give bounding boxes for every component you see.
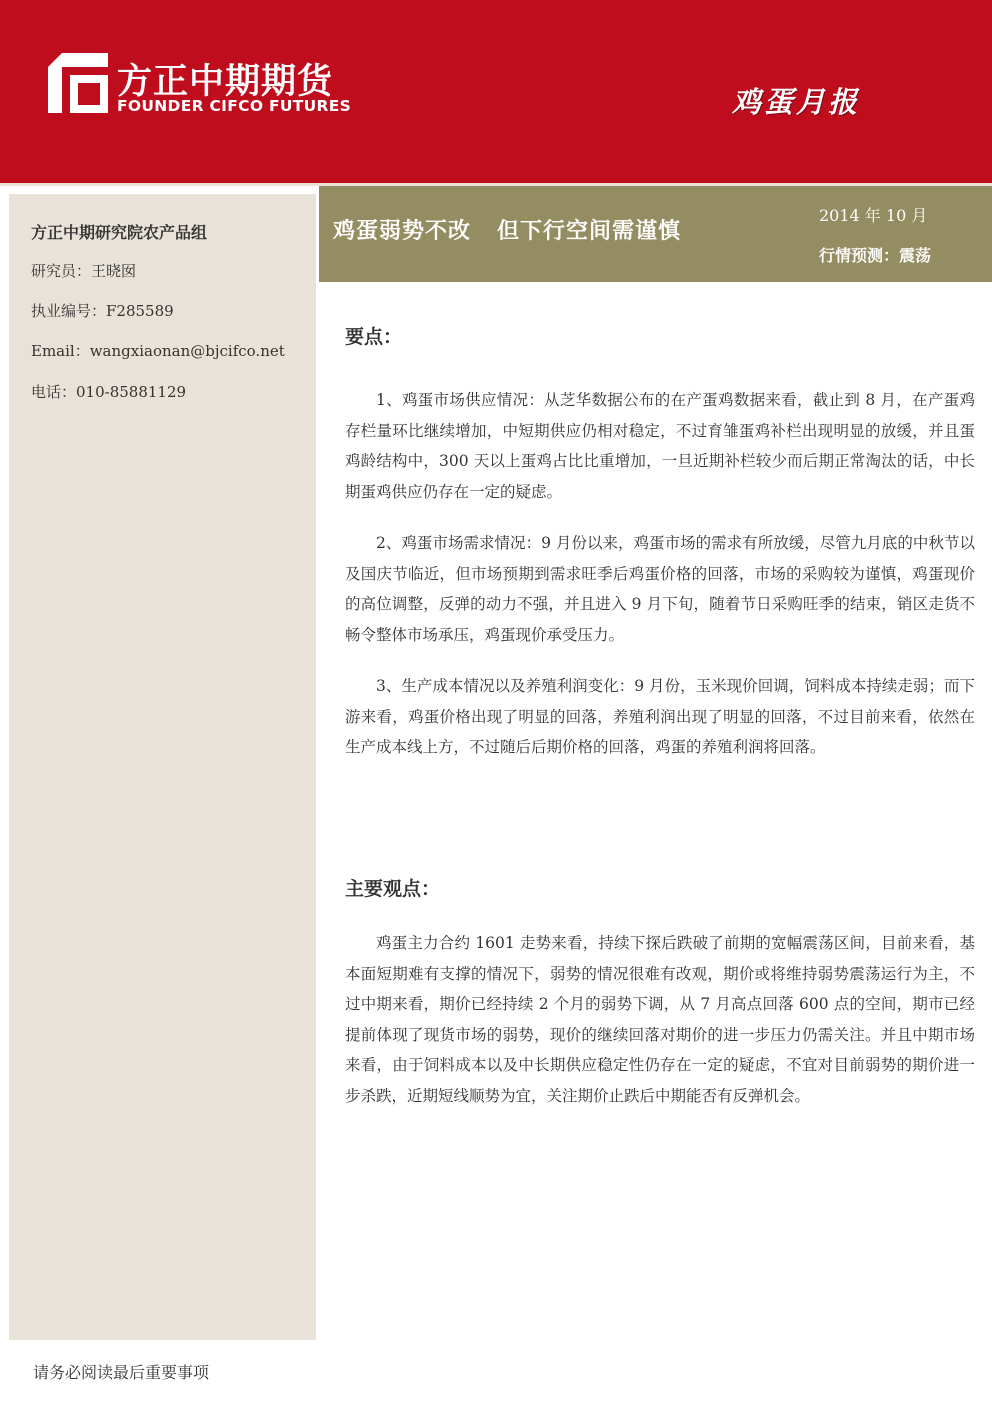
phone-contact: 电话：010-85881129 — [31, 383, 187, 401]
key-point-paragraph: 2、鸡蛋市场需求情况：9 月份以来，鸡蛋市场的需求有所放缓，尽管九月底的中秋节以及国庆节临近，但市场预期到需求旺季后鸡蛋价格的回落，市场的采购较为谨慎，鸡蛋现价的高位调整，反弹的动力不强，并且进入 9 月下旬，随着节日采购旺季的结束，销区走货不畅令整体市场承压，鸡蛋现价承受压力。 — [345, 534, 975, 644]
report-date: 2014 年 10 月 — [819, 206, 928, 225]
report-title — [333, 214, 681, 245]
report-title-part1: 鸡蛋弱势不改 — [333, 218, 472, 244]
key-points-heading: 要点： — [345, 326, 403, 348]
report-type-title: 鸡蛋月报 — [732, 85, 861, 119]
founder-logo-icon — [48, 53, 108, 113]
company-name-en: FOUNDER CIFCO FUTURES — [117, 97, 352, 115]
report-header — [0, 0, 992, 183]
disclaimer-note: 请务必阅读最后重要事项 — [33, 1363, 210, 1382]
key-point-paragraph: 1、鸡蛋市场供应情况：从芝华数据公布的在产蛋鸡数据来看，截止到 8 月，在产蛋鸡存栏量环比继续增加，中短期供应仍相对稳定，不过育雏蛋鸡补栏出现明显的放缓，并且蛋鸡龄结构中，300 天以上蛋鸡占比比重增加，一旦近期补栏较少而后期正常淘汰的话，中长期蛋鸡供应仍存在一定的疑虑。 — [345, 391, 975, 501]
researcher-name: 研究员：王晓囡 — [31, 262, 137, 280]
market-forecast: 行情预测：震荡 — [819, 246, 932, 265]
main-view-heading: 主要观点： — [345, 878, 441, 900]
report-title-bar — [319, 186, 992, 282]
email-contact: Email：wangxiaonan@bjcifco.net — [31, 342, 285, 360]
report-title-part2: 但下行空间需谨慎 — [497, 218, 682, 244]
research-group: 方正中期研究院农产品组 — [31, 223, 208, 242]
key-point-paragraph: 3、生产成本情况以及养殖利润变化：9 月份，玉米现价回调，饲料成本持续走弱；而下游来看，鸡蛋价格出现了明显的回落，养殖利润出现了明显的回落，不过目前来看，依然在生产成本线上方，不过随后后期价格的回落，鸡蛋的养殖利润将回落。 — [345, 677, 975, 756]
company-name-cn: 方正中期期货 — [117, 62, 334, 102]
license-number: 执业编号：F285589 — [31, 302, 174, 320]
main-view-paragraph: 鸡蛋主力合约 1601 走势来看，持续下探后跌破了前期的宽幅震荡区间，目前来看，基本面短期难有支撑的情况下，弱势的情况很难有改观，期价或将维持弱势震荡运行为主，不过中期来看，期价已经持续 2 个月的弱势下调，从 7 月高点回落 600 点的空间，期市已经提前体现了现货市场的弱势，现价的继续回落对期价的进一步压力仍需关注。并且中期市场来看，由于饲料成本以及中长期供应稳定性仍存在一定的疑虑，不宜对目前弱势的期价进一步杀跌，近期短线顺势为宜，关注期价止跌后中期能否有反弹机会。 — [345, 934, 975, 1105]
author-sidebar — [9, 194, 316, 1340]
